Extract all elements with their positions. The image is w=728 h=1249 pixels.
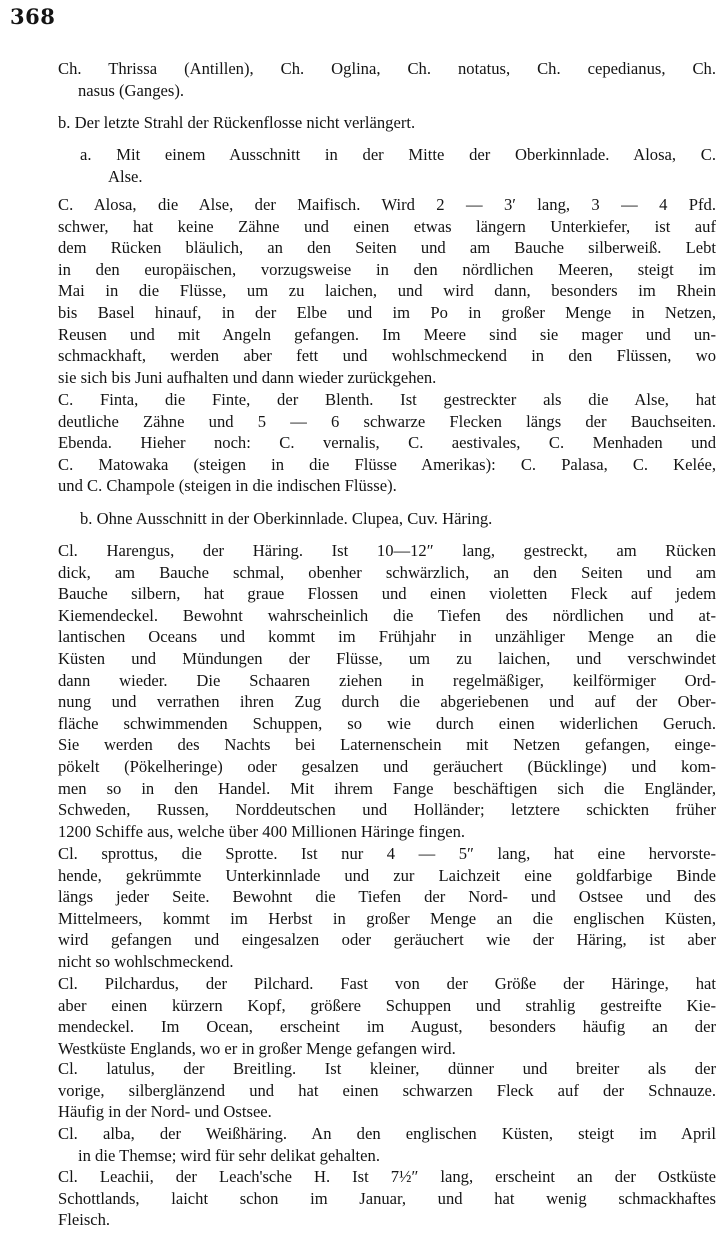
harengus-entry (58, 540, 716, 842)
text-line: Kiemendeckel. Bewohnt wahrscheinlich die Tiefen des nördlichen und at- (58, 605, 716, 625)
pilchardus-entry (58, 973, 716, 1059)
text-line: b. Ohne Ausschnitt in der Oberkinnlade. Clupea, Cuv. Häring. (80, 509, 493, 528)
text-line: Cl. Harengus, der Häring. Ist 10—12″ lang, gestreckt, am Rücken (58, 541, 716, 560)
text-line: bis Basel hinauf, in der Elbe und im Po in großer Menge in Netzen, (58, 302, 716, 322)
section-b-b (58, 508, 716, 530)
text-line: Bauche silbern, hat graue Flossen und einen violetten Fleck auf jedem (58, 584, 716, 604)
text-line: Cl. latulus, der Breitling. Ist kleiner, dünner und breiter als der (58, 1059, 716, 1078)
text-line: Alse. (108, 166, 143, 186)
text-line: mendeckel. Im Ocean, erscheint im August, besonders häufig an der (58, 1017, 716, 1037)
text-line: Cl. Leachii, der Leach'sche H. Ist 7½″ lang, erscheint an der Ostküste (58, 1167, 716, 1186)
text-line: in die Themse; wird für sehr delikat gehalten. (78, 1145, 380, 1165)
text-line: C. Alosa, die Alse, der Maifisch. Wird 2 — 3′ lang, 3 — 4 Pfd. (58, 195, 716, 214)
text-line: dick, am Bauche schmal, obenher schwärzlich, an den Seiten und am (58, 562, 716, 582)
leachii-entry (58, 1166, 716, 1231)
text-line: lantischen Oceans und kommt im Frühjahr in unzähliger Menge an die (58, 627, 716, 647)
text-line: sie sich bis Juni aufhalten und dann wieder zurückgehen. (58, 367, 437, 387)
text-line: schwer, hat keine Zähne und einen etwas längern Unterkiefer, ist auf (58, 216, 716, 236)
page-number: 368 (10, 4, 56, 29)
text-line: deutliche Zähne und 5 — 6 schwarze Flecken längs der Bauchseiten. (58, 411, 716, 431)
text-line: Mittelmeers, kommt im Herbst in großer Menge an die englischen Küsten, (58, 908, 716, 928)
text-line: hende, gekrümmte Unterkinnlade und zur Laichzeit eine goldfarbige Binde (58, 865, 716, 885)
text-line: Schottlands, laicht schon im Januar, und hat wenig schmackhaftes (58, 1188, 716, 1208)
text-line: Mai in die Flüsse, um zu laichen, und wird dann, besonders im Rhein (58, 281, 716, 301)
text-line: Cl. Pilchardus, der Pilchard. Fast von der Größe der Häringe, hat (58, 974, 716, 993)
sprottus-entry (58, 843, 716, 973)
text-line: Cl. alba, der Weißhäring. An den englischen Küsten, steigt im April (58, 1124, 716, 1143)
text-line: 1200 Schiffe aus, welche über 400 Millionen Häringe fingen. (58, 821, 466, 841)
text-line: und C. Champole (steigen in die indischen Flüsse). (58, 476, 397, 496)
alosa-entry (58, 194, 716, 388)
alba-entry (58, 1123, 716, 1166)
text-line: vorige, silberglänzend und hat einen schwarzen Fleck auf der Schnauze. (58, 1080, 716, 1100)
text-line: nicht so wohlschmeckend. (58, 951, 234, 971)
text-line: pökelt (Pökelheringe) oder gesalzen und geräuchert (Bücklinge) und kom- (58, 756, 716, 776)
text-line: Ebenda. Hieher noch: C. vernalis, C. aestivales, C. Menhaden und (58, 433, 716, 453)
text-line: wird gefangen und eingesalzen oder geräuchert wie der Häring, ist aber (58, 930, 716, 950)
text-line: Westküste Englands, wo er in großer Menge gefangen wird. (58, 1038, 456, 1058)
text-line: Küsten und Mündungen der Flüsse, um zu laichen, und verschwindet (58, 648, 716, 668)
text-line: C. Finta, die Finte, der Blenth. Ist gestreckter als die Alse, hat (58, 390, 716, 409)
text-line: fläche schwimmenden Schuppen, so wie durch einen widerlichen Geruch. (58, 713, 716, 733)
text-line: nung und verrathen ihren Zug durch die abgeriebenen und auf der Ober- (58, 692, 716, 712)
text-line: C. Matowaka (steigen in die Flüsse Amerikas): C. Palasa, C. Kelée, (58, 454, 716, 474)
text-line: b. Der letzte Strahl der Rückenflosse nicht verlängert. (58, 113, 416, 132)
text-line: aber einen kürzern Kopf, größere Schuppen und strahlig gestreifte Kie- (58, 995, 716, 1015)
text-line: in den europäischen, vorzugsweise in den nördlichen Meeren, steigt im (58, 259, 716, 279)
latulus-entry (58, 1058, 716, 1123)
text-line: nasus (Ganges). (78, 80, 184, 100)
text-line: dem Rücken bläulich, an den Seiten und am Bauche silberweiß. Lebt (58, 238, 716, 258)
text-line: a. Mit einem Ausschnitt in der Mitte der Oberkinnlade. Alosa, C. (80, 145, 716, 164)
text-line: dann wieder. Die Schaaren ziehen in regelmäßiger, keilförmiger Ord- (58, 670, 716, 690)
text-line: schmackhaft, werden aber fett und wohlschmeckend in den Flüssen, wo (58, 346, 716, 366)
text-line: Schweden, Russen, Norddeutschen und Holländer; letztere schickten früher (58, 800, 716, 820)
thrissa-entry (58, 58, 716, 101)
finta-entry (58, 389, 716, 497)
text-line: Häufig in der Nord- und Ostsee. (58, 1102, 272, 1122)
section-b (58, 112, 716, 134)
text-line: Ch. Thrissa (Antillen), Ch. Oglina, Ch. notatus, Ch. cepedianus, Ch. (58, 59, 716, 78)
text-line: Fleisch. (58, 1210, 111, 1230)
text-line: längs jeder Seite. Bewohnt die Tiefen der Nord- und Ostsee und des (58, 887, 716, 907)
text-line: Reusen und mit Angeln gefangen. Im Meere sind sie mager und un- (58, 324, 716, 344)
text-line: Sie werden des Nachts bei Laternenschein mit Netzen gefangen, einge- (58, 735, 716, 755)
section-b-a (58, 144, 716, 187)
text-line: Cl. sprottus, die Sprotte. Ist nur 4 — 5″ lang, hat eine hervorste- (58, 844, 716, 863)
text-line: men so in den Handel. Mit ihrem Fange beschäftigen sich die Engländer, (58, 778, 716, 798)
